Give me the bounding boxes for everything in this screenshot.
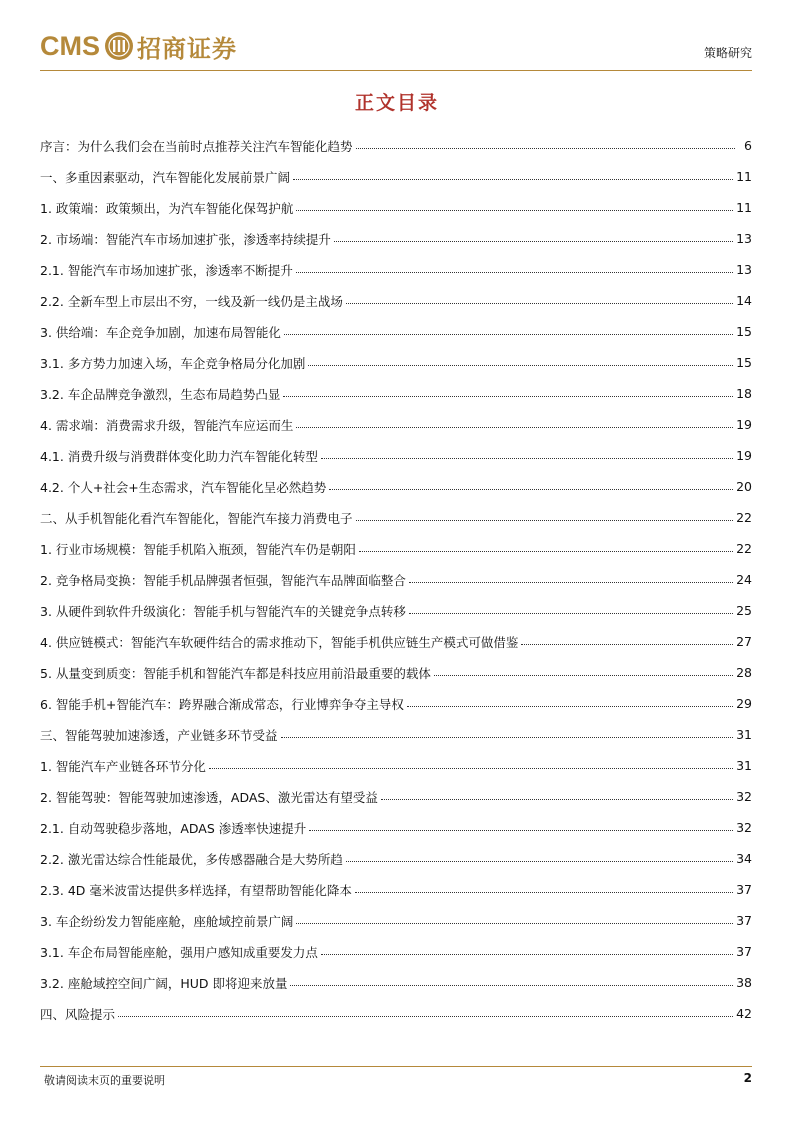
toc-entry-title[interactable]: 1. 智能汽车产业链各环节分化 (40, 758, 206, 774)
toc-entry-title[interactable]: 2.1. 自动驾驶稳步落地，ADAS 渗透率快速提升 (40, 820, 307, 836)
toc-entry[interactable] (40, 192, 752, 223)
logo-chinese-text: 招商证券 (137, 34, 237, 63)
toc-entry-title[interactable]: 二、从手机智能化看汽车智能化，智能汽车接力消费电子 (40, 510, 353, 526)
footer-disclaimer-note: 敬请阅读末页的重要说明 (44, 1074, 165, 1087)
toc-entry-title[interactable]: 4. 需求端：消费需求升级，智能汽车应运而生 (40, 417, 294, 433)
toc-entry-page-number[interactable]: 32 (736, 789, 752, 804)
toc-dot-leader (346, 861, 733, 862)
toc-dot-leader (296, 427, 733, 428)
toc-entry[interactable] (40, 254, 752, 285)
toc-entry-page-number[interactable]: 37 (736, 944, 752, 959)
toc-entry-page-number[interactable]: 38 (736, 975, 752, 990)
toc-dot-leader (281, 737, 734, 738)
toc-entry-title[interactable]: 3.2. 座舱域控空间广阔，HUD 即将迎来放量 (40, 975, 288, 991)
toc-dot-leader (521, 644, 733, 645)
toc-dot-leader (321, 458, 733, 459)
toc-dot-leader (209, 768, 733, 769)
toc-entry[interactable] (40, 626, 752, 657)
toc-entry-page-number[interactable]: 11 (736, 169, 752, 184)
toc-entry[interactable] (40, 719, 752, 750)
toc-entry[interactable] (40, 285, 752, 316)
toc-entry-title[interactable]: 四、风险提示 (40, 1006, 116, 1022)
toc-dot-leader (356, 148, 735, 149)
toc-dot-leader (321, 954, 733, 955)
toc-entry-page-number[interactable]: 22 (736, 510, 752, 525)
toc-entry[interactable] (40, 967, 752, 998)
toc-dot-leader (118, 1016, 733, 1017)
toc-dot-leader (293, 179, 733, 180)
footer-page-number: 2 (743, 1071, 752, 1085)
toc-entry-title[interactable]: 2. 市场端：智能汽车市场加速扩张，渗透率持续提升 (40, 231, 331, 247)
toc-dot-leader (283, 396, 733, 397)
toc-dot-leader (359, 551, 733, 552)
toc-entry[interactable] (40, 657, 752, 688)
page-header (40, 26, 752, 70)
toc-entry-page-number[interactable]: 19 (736, 417, 752, 432)
toc-entry-title[interactable]: 3.1. 多方势力加速入场，车企竞争格局分化加剧 (40, 355, 306, 371)
toc-entry-title[interactable]: 3. 供给端：车企竞争加剧，加速布局智能化 (40, 324, 281, 340)
logo-emblem-icon (105, 32, 133, 60)
toc-entry[interactable] (40, 130, 752, 161)
toc-dot-leader (329, 489, 733, 490)
toc-dot-leader (409, 582, 733, 583)
toc-entry-title[interactable]: 一、多重因素驱动，汽车智能化发展前景广阔 (40, 169, 291, 185)
toc-entry-title[interactable]: 2. 智能驾驶：智能驾驶加速渗透，ADAS、激光雷达有望受益 (40, 789, 378, 805)
toc-entry-title[interactable]: 4.1. 消费升级与消费群体变化助力汽车智能化转型 (40, 448, 318, 464)
toc-entry[interactable] (40, 378, 752, 409)
toc-dot-leader (308, 365, 733, 366)
toc-dot-leader (356, 520, 734, 521)
toc-entry-title[interactable]: 2.3. 4D 毫米波雷达提供多样选择，有望帮助智能化降本 (40, 882, 352, 898)
toc-entry[interactable] (40, 781, 752, 812)
toc-entry-page-number[interactable]: 19 (736, 448, 752, 463)
toc-dot-leader (296, 210, 733, 211)
report-category: 策略研究 (703, 46, 752, 60)
toc-entry-page-number[interactable]: 42 (736, 1006, 752, 1021)
table-of-contents (40, 130, 752, 1029)
toc-entry[interactable] (40, 533, 752, 564)
toc-entry-page-number[interactable]: 24 (736, 572, 752, 587)
toc-entry-title[interactable]: 3.2. 车企品牌竞争激烈，生态布局趋势凸显 (40, 386, 281, 402)
toc-entry-title[interactable]: 1. 行业市场规模：智能手机陷入瓶颈，智能汽车仍是朝阳 (40, 541, 356, 557)
toc-dot-leader (296, 272, 733, 273)
toc-entry-page-number[interactable]: 27 (736, 634, 752, 649)
toc-entry-page-number[interactable]: 18 (736, 386, 752, 401)
toc-entry-page-number[interactable]: 15 (736, 355, 752, 370)
toc-entry-page-number[interactable]: 13 (736, 231, 752, 246)
toc-entry[interactable] (40, 998, 752, 1029)
toc-entry[interactable] (40, 471, 752, 502)
toc-entry-page-number[interactable]: 28 (736, 665, 752, 680)
toc-entry[interactable] (40, 905, 752, 936)
toc-entry-title[interactable]: 6. 智能手机+智能汽车：跨界融合渐成常态，行业博弈争夺主导权 (40, 696, 404, 712)
toc-entry-title[interactable]: 2.2. 激光雷达综合性能最优，多传感器融合是大势所趋 (40, 851, 343, 867)
toc-entry-title[interactable]: 2. 竞争格局变换：智能手机品牌强者恒强，智能汽车品牌面临整合 (40, 572, 406, 588)
toc-entry-page-number[interactable]: 29 (736, 696, 752, 711)
toc-dot-leader (334, 241, 733, 242)
toc-entry-page-number[interactable]: 11 (736, 200, 752, 215)
toc-entry-title[interactable]: 3.1. 车企布局智能座舱，强用户感知成重要发力点 (40, 944, 318, 960)
toc-entry[interactable] (40, 874, 752, 905)
toc-entry[interactable] (40, 688, 752, 719)
toc-entry[interactable] (40, 936, 752, 967)
toc-entry[interactable] (40, 750, 752, 781)
page-title: 正文目录 (354, 92, 439, 114)
toc-dot-leader (309, 830, 733, 831)
toc-dot-leader (355, 892, 733, 893)
toc-entry-page-number[interactable]: 15 (736, 324, 752, 339)
toc-entry[interactable] (40, 502, 752, 533)
toc-dot-leader (296, 923, 733, 924)
header-divider (40, 70, 752, 71)
toc-entry-title[interactable]: 三、智能驾驶加速渗透，产业链多环节受益 (40, 727, 278, 743)
toc-entry-title[interactable]: 4.2. 个人+社会+生态需求，汽车智能化呈必然趋势 (40, 479, 327, 495)
toc-entry[interactable] (40, 409, 752, 440)
toc-entry-page-number[interactable]: 31 (736, 758, 752, 773)
toc-entry[interactable] (40, 812, 752, 843)
company-logo (40, 26, 237, 66)
toc-entry-page-number[interactable]: 37 (736, 913, 752, 928)
toc-entry-title[interactable]: 3. 从硬件到软件升级演化：智能手机与智能汽车的关键竞争点转移 (40, 603, 406, 619)
toc-entry-title[interactable]: 1. 政策端：政策频出，为汽车智能化保驾护航 (40, 200, 294, 216)
toc-entry[interactable] (40, 843, 752, 874)
footer-divider (40, 1066, 752, 1067)
toc-entry-page-number[interactable]: 37 (736, 882, 752, 897)
toc-dot-leader (284, 334, 733, 335)
toc-entry-title[interactable]: 2.2. 全新车型上市层出不穷，一线及新一线仍是主战场 (40, 293, 343, 309)
toc-entry-page-number[interactable]: 31 (736, 727, 752, 742)
toc-dot-leader (407, 706, 733, 707)
toc-entry-page-number[interactable]: 32 (736, 820, 752, 835)
toc-dot-leader (346, 303, 733, 304)
toc-entry-page-number[interactable]: 22 (736, 541, 752, 556)
toc-entry[interactable] (40, 440, 752, 471)
toc-entry-title[interactable]: 5. 从量变到质变：智能手机和智能汽车都是科技应用前沿最重要的载体 (40, 665, 431, 681)
toc-entry[interactable] (40, 595, 752, 626)
toc-entry-page-number[interactable]: 13 (736, 262, 752, 277)
toc-entry[interactable] (40, 347, 752, 378)
toc-entry-page-number[interactable]: 25 (736, 603, 752, 618)
toc-entry[interactable] (40, 564, 752, 595)
toc-entry-title[interactable]: 3. 车企纷纷发力智能座舱，座舱域控前景广阔 (40, 913, 294, 929)
toc-entry[interactable] (40, 316, 752, 347)
toc-entry-page-number[interactable]: 14 (736, 293, 752, 308)
toc-entry-page-number[interactable]: 34 (736, 851, 752, 866)
toc-entry[interactable] (40, 161, 752, 192)
toc-dot-leader (290, 985, 733, 986)
toc-entry-title[interactable]: 序言：为什么我们会在当前时点推荐关注汽车智能化趋势 (40, 138, 353, 154)
logo-cms-text: CMS (40, 30, 100, 61)
toc-dot-leader (434, 675, 733, 676)
toc-dot-leader (381, 799, 733, 800)
toc-entry-page-number[interactable]: 20 (736, 479, 752, 494)
toc-entry-page-number[interactable]: 6 (744, 138, 752, 153)
toc-entry[interactable] (40, 223, 752, 254)
toc-entry-title[interactable]: 2.1. 智能汽车市场加速扩张，渗透率不断提升 (40, 262, 293, 278)
toc-dot-leader (409, 613, 733, 614)
toc-entry-title[interactable]: 4. 供应链模式：智能汽车软硬件结合的需求推动下，智能手机供应链生产模式可做借鉴 (40, 634, 519, 650)
